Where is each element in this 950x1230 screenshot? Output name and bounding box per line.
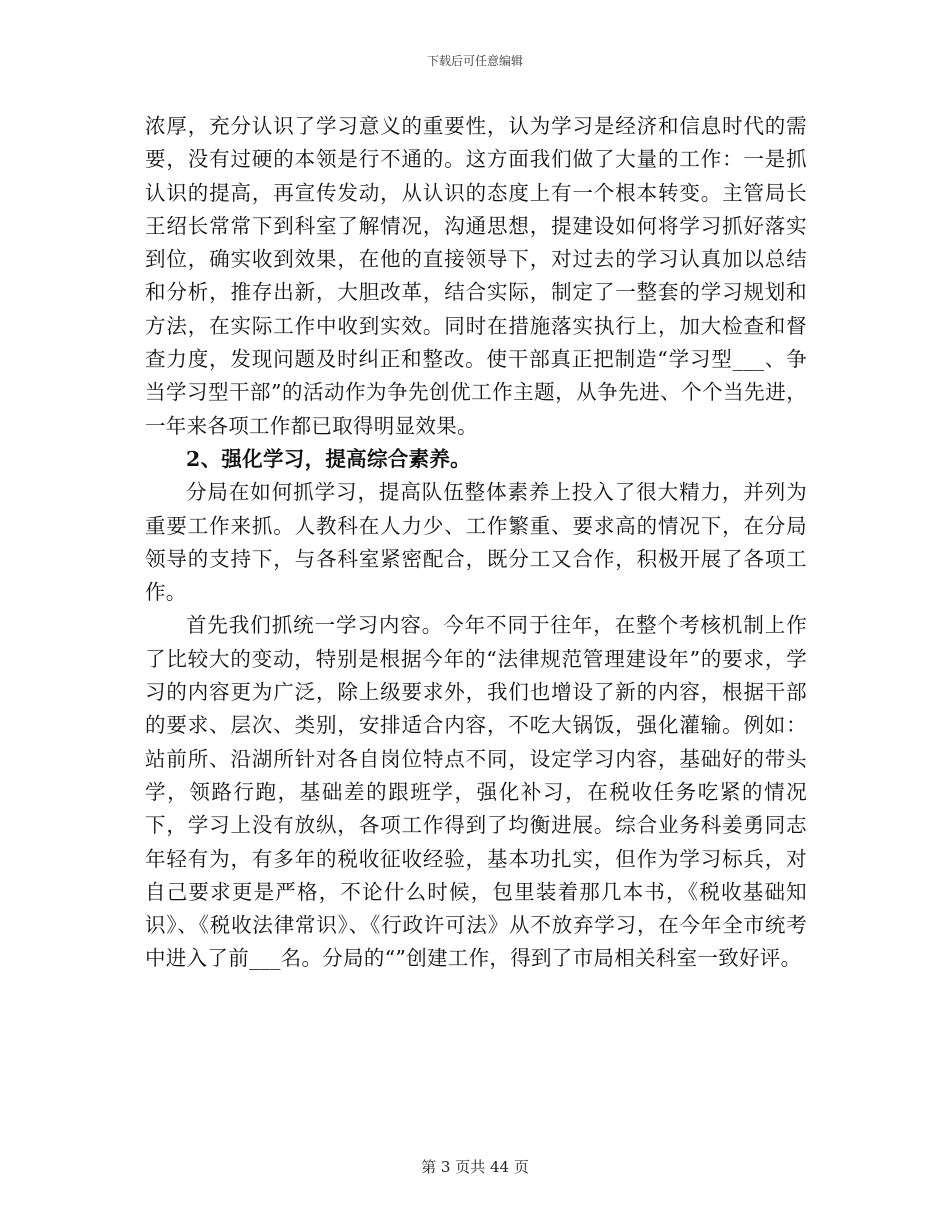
page-header: 下载后可任意编辑 bbox=[426, 54, 523, 68]
paragraph-continued: 浓厚，充分认识了学习意义的重要性，认为学习是经济和信息时代的需要，没有过硬的本领是行不通的。这方面我们做了大量的工作：一是抓认识的提高，再宣传发动，从认识的态度上有一个根本转变。主管局长王绍长常常下到科室了解情况，沟通思想，提建设如何将学习抓好落实到位，确实收到效果，在他的直接领导下，对过去的学习认真加以总结和分析，推存出新，大胆改革，结合实际，制定了一整套的学习规划和方法，在实际工作中收到实效。同时在措施落实执行上，加大检查和督查力度，发现问题及时纠正和整改。使干部真正把制造“学习型___、争当学习型干部”的活动作为争先创优工作主题，从争先进、个个当先进，一年来各项工作都已取得明显效果。 bbox=[145, 114, 807, 438]
section-heading: 2、强化学习，提高综合素养。 bbox=[186, 446, 471, 471]
paragraph: 首先我们抓统一学习内容。今年不同于往年，在整个考核机制上作了比较大的变动，特别是根据今年的“法律规范管理建设年”的要求，学习的内容更为广泛，除上级要求外，我们也增设了新的内容，根据干部的要求、层次、类别，安排适合内容，不吃大锅饭，强化灌输。例如：站前所、沿湖所针对各自岗位特点不同，设定学习内容，基础好的带头学，领路行跑，基础差的跟班学，强化补习，在税收任务吃紧的情况下，学习上没有放纵，各项工作得到了均衡进展。综合业务科姜勇同志年轻有为，有多年的税收征收经验，基本功扎实，但作为学习标兵，对自己要求更是严格，不论什么时候，包里装着那几本书，《税收基础知识》、《税收法律常识》、《行政许可法》从不放弃学习，在今年全市统考中进入了前___名。分局的“”创建工作，得到了市局相关科室一致好评。 bbox=[145, 613, 807, 971]
paragraph: 分局在如何抓学习，提高队伍整体素养上投入了很大精力，并列为重要工作来抓。人教科在人力少、工作繁重、要求高的情况下，在分局领导的支持下，与各科室紧密配合，既分工又合作，积极开展了各项工作。 bbox=[145, 480, 807, 605]
page-footer: 第 3 页共 44 页 bbox=[421, 1158, 529, 1176]
document-body bbox=[145, 110, 807, 976]
